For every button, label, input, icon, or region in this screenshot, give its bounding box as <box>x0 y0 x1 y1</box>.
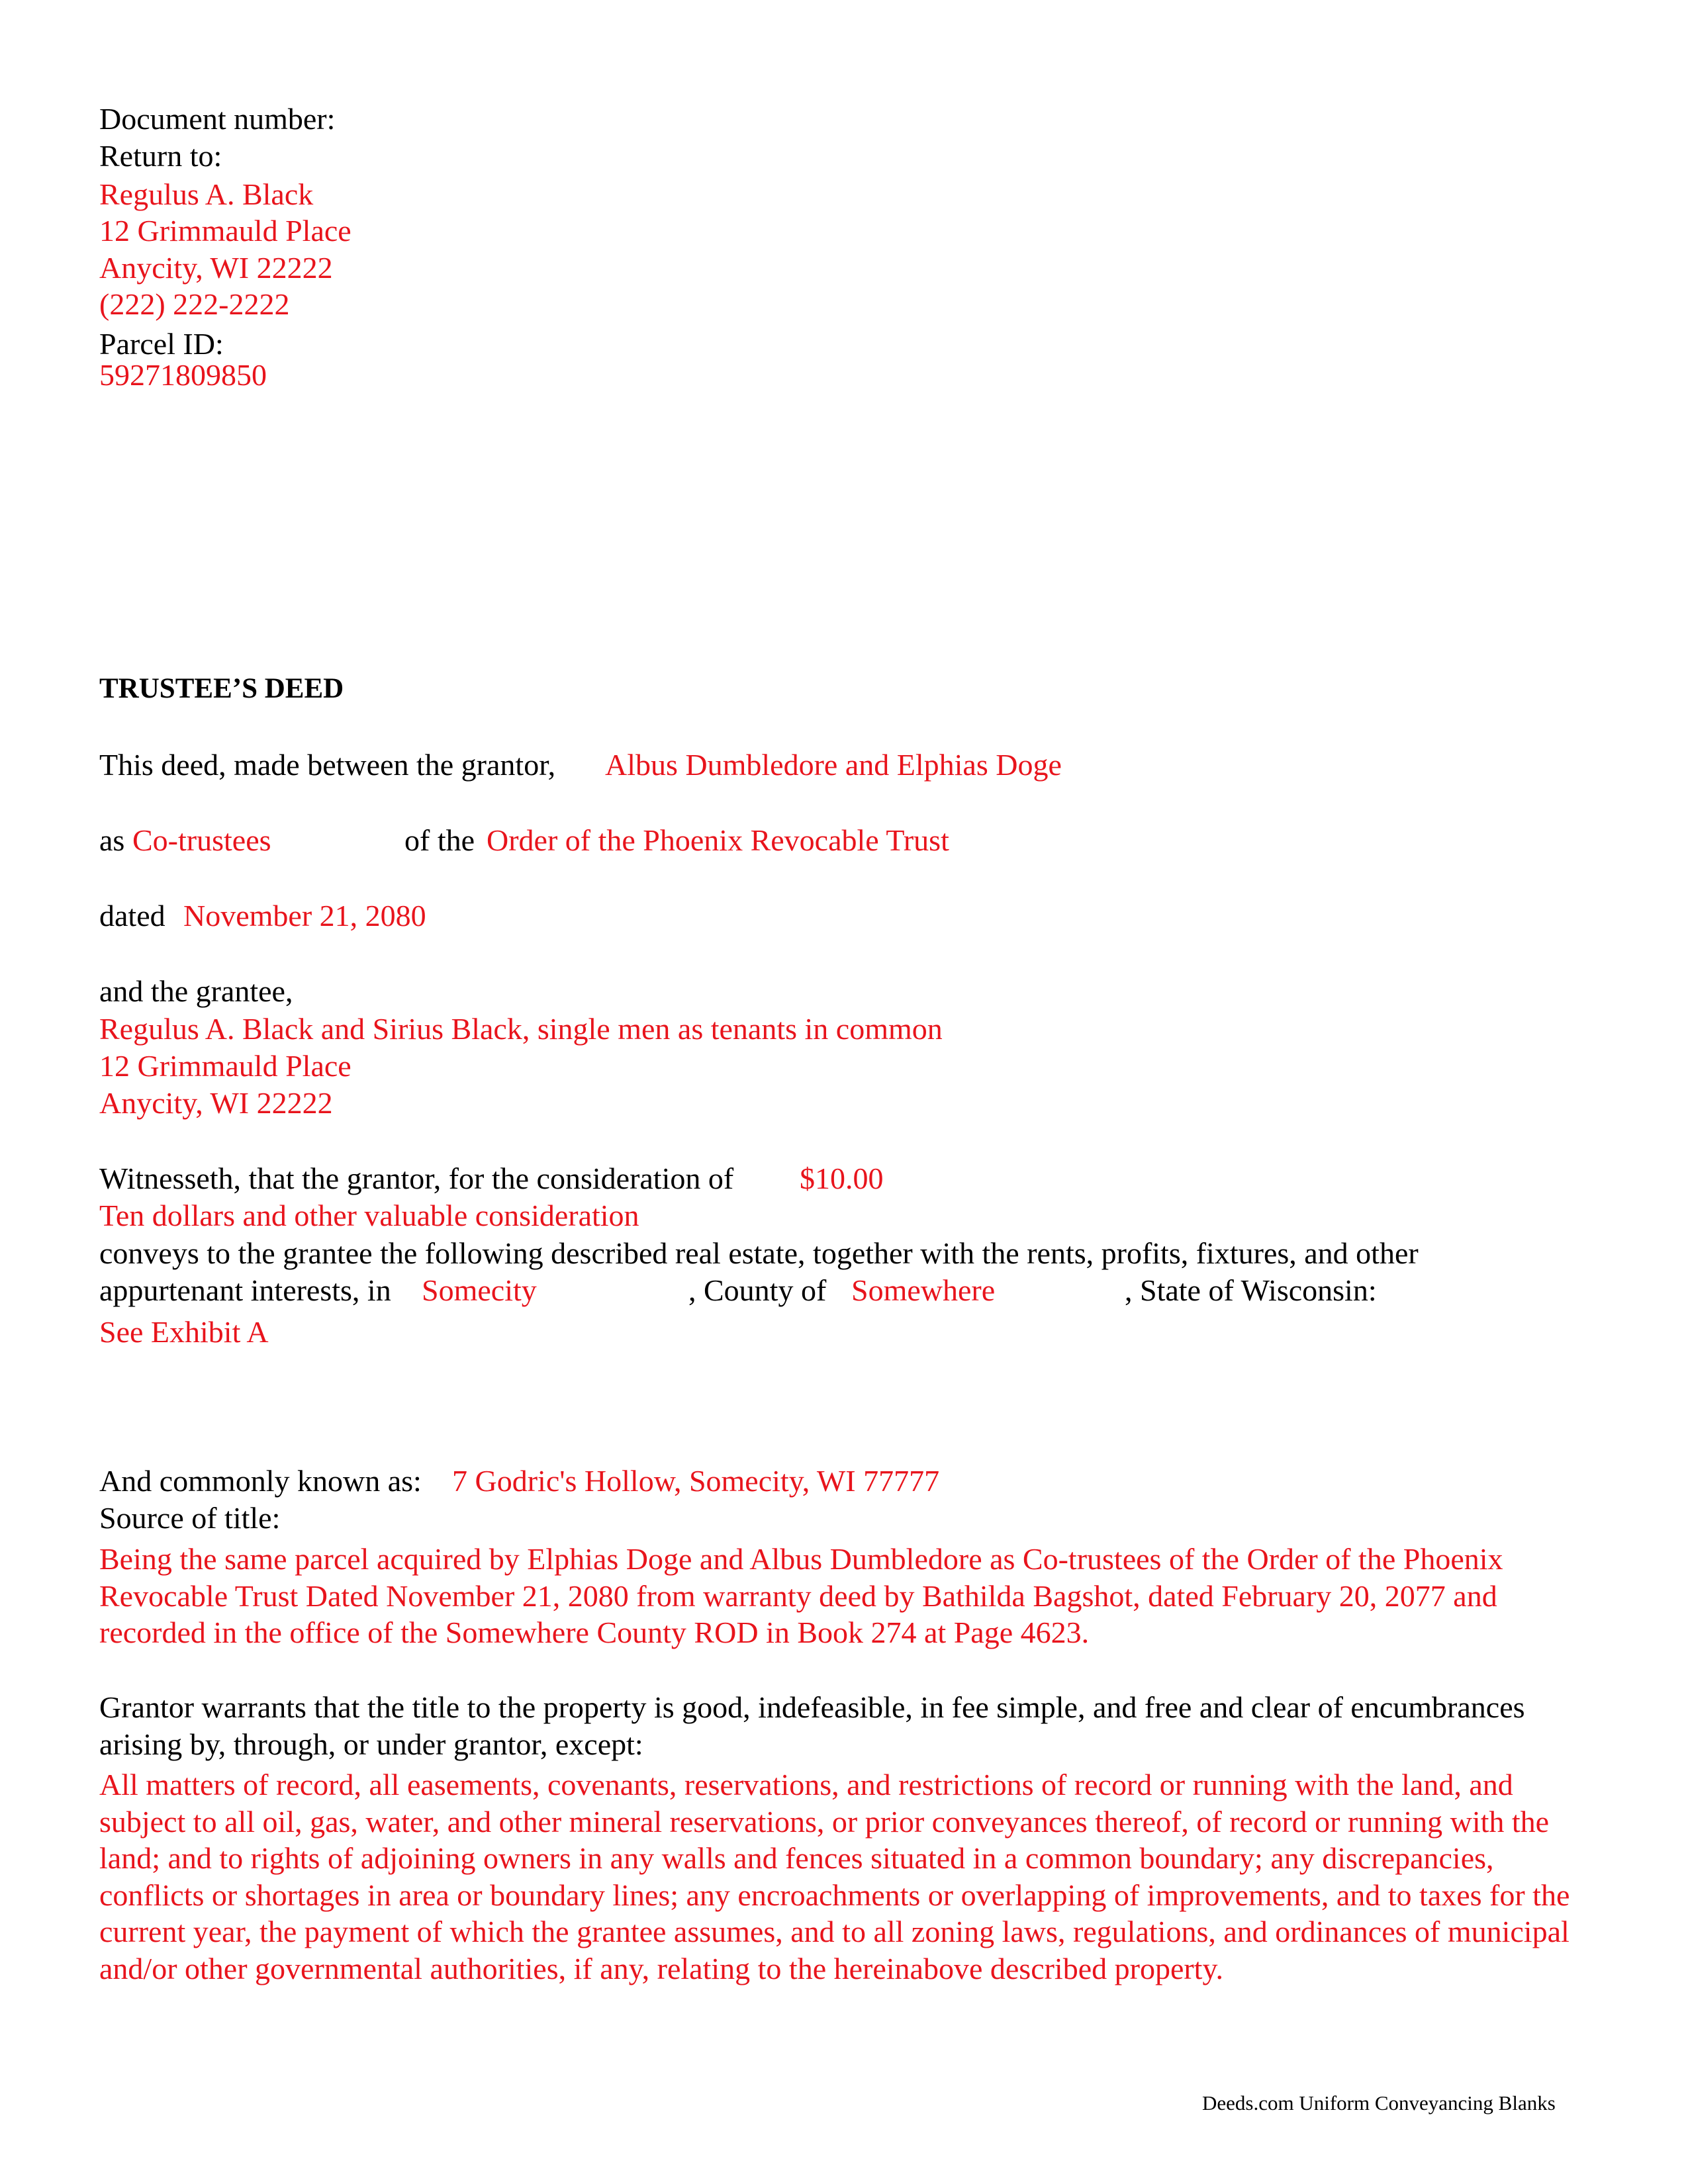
known-as-label: And commonly known as: <box>99 1464 422 1498</box>
parcel-id: 59271809850 <box>99 358 267 392</box>
trust-date: November 21, 2080 <box>183 899 426 933</box>
return-street: 12 Grimmauld Place <box>99 214 352 248</box>
grantor-names: Albus Dumbledore and Elphias Doge <box>605 748 1062 782</box>
source-of-title-text: Being the same parcel acquired by Elphias Doge and Albus Dumbledore as Co-trustees of the Order of the Phoenix Revocable Trust Dated November 21, 2080 from warranty deed by Bathilda Bagshot, dated February 20, 2077 and recorded in the office of the Somewhere County ROD in Book 274 at Page 4623. <box>99 1542 1503 1649</box>
return-name: Regulus A. Black <box>99 177 314 211</box>
deed-title: TRUSTEE’S DEED <box>99 673 344 704</box>
source-of-title-label: Source of title: <box>99 1501 281 1535</box>
return-to-label: Return to: <box>99 139 222 173</box>
document-number-label: Document number: <box>99 102 336 136</box>
of-the-label: of the <box>404 823 475 857</box>
consideration-words: Ten dollars and other valuable consideration <box>99 1199 639 1232</box>
footer-attribution: Deeds.com Uniform Conveyancing Blanks <box>1202 2091 1556 2115</box>
state-label: , State of Wisconsin: <box>1125 1273 1377 1307</box>
return-phone: (222) 222-2222 <box>99 287 290 321</box>
dated-label: dated <box>99 899 165 933</box>
conveyance-line-1: conveys to the grantee the following described real estate, together with the rents, profits, fixtures, and other <box>99 1236 1419 1270</box>
conveyance-line-2-start: appurtenant interests, in <box>99 1273 391 1307</box>
consideration-amount: $10.00 <box>800 1161 884 1195</box>
county-label: , County of <box>688 1273 827 1307</box>
grantee-street: 12 Grimmauld Place <box>99 1049 352 1083</box>
grantee-city: Anycity, WI 22222 <box>99 1086 333 1120</box>
trust-name: Order of the Phoenix Revocable Trust <box>487 823 949 857</box>
consideration-intro: Witnesseth, that the grantor, for the consideration of <box>99 1161 734 1195</box>
property-address: 7 Godric's Hollow, Somecity, WI 77777 <box>452 1464 940 1498</box>
as-label: as <box>99 823 125 857</box>
property-county: Somewhere <box>851 1273 996 1307</box>
grantor-intro: This deed, made between the grantor, <box>99 748 556 782</box>
warranty-text: Grantor warrants that the title to the property is good, indefeasible, in fee simple, and free and clear of encumbrances arising by, through, or under grantor, except: <box>99 1690 1525 1761</box>
grantee-label: and the grantee, <box>99 974 293 1008</box>
parcel-id-label: Parcel ID: <box>99 327 224 361</box>
warranty-exceptions: All matters of record, all easements, covenants, reservations, and restrictions of record or running with the land, and subject to all oil, gas, water, and other mineral reservations, or prior conveyances thereof, of record or running with the land; and to rights of adjoining owners in any walls and fences situated in a common boundary; any discrepancies, conflicts or shortages in area or boundary lines; any encroachments or overlapping of improvements, and to taxes for the current year, the payment of which the grantee assumes, and to all zoning laws, regulations, and ordinances of municipal and/or other governmental authorities, if any, relating to the hereinabove described property. <box>99 1768 1570 1985</box>
trustee-capacity: Co-trustees <box>132 823 271 857</box>
return-city: Anycity, WI 22222 <box>99 251 333 285</box>
property-city: Somecity <box>422 1273 537 1307</box>
legal-description: See Exhibit A <box>99 1315 269 1349</box>
grantee-names: Regulus A. Black and Sirius Black, single men as tenants in common <box>99 1012 943 1046</box>
